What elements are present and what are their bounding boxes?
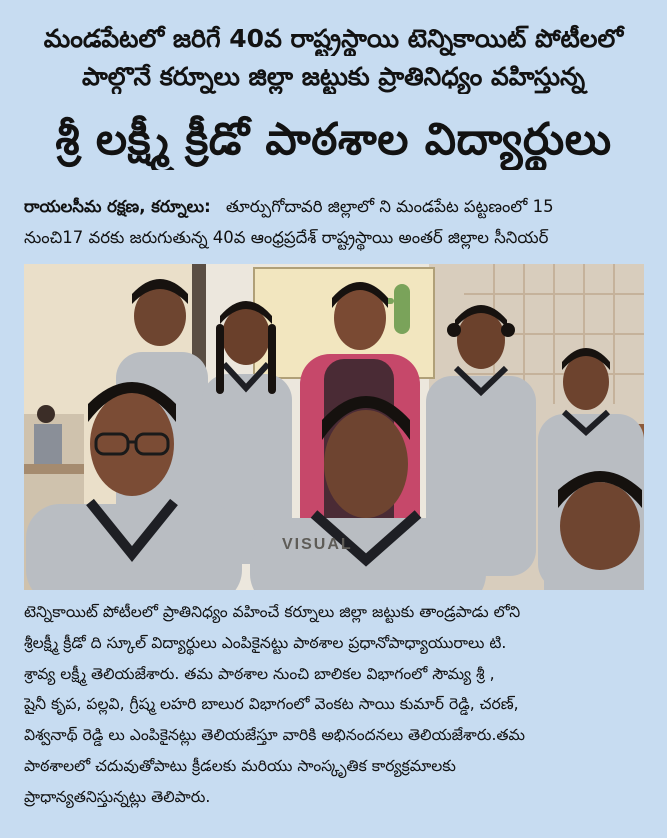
article-body xyxy=(24,597,648,813)
poster-board-text: VISUAL xyxy=(282,536,353,553)
body-line: విశ్వనాథ్ రెడ్డి లు ఎంపికైనట్లు తెలియజేస్తూ వారికి అభినందనలు తెలియజేశారు.తమ xyxy=(24,726,526,745)
headline-main: శ్రీ లక్ష్మీ క్రీడో పాఠశాల విద్యార్థులు xyxy=(55,114,612,165)
intro-line-2: నుంచి17 వరకు జరుగుతున్న 40వ ఆంధ్రప్రదేశ్ రాష్ట్రస్థాయి అంతర్ జిల్లాల సీనియర్ xyxy=(24,228,549,247)
body-line: శ్రీలక్ష్మీ క్రీడో ది స్కూల్ విద్యార్థులు ఎంపికైనట్టు పాఠశాల ప్రధానోపాధ్యాయురాలు టి. xyxy=(24,633,507,652)
headline-line-2: పాల్గొనే కర్నూలు జిల్లా జట్టుకు ప్రాతినిధ్యం వహిస్తున్న xyxy=(82,62,585,91)
intro-line-1 xyxy=(24,192,644,221)
team-photo xyxy=(24,264,644,590)
dateline: రాయలసీమ రక్షణ, కర్నూలు: xyxy=(24,197,211,216)
headline-line-1: మండపేటలో జరిగే 40వ రాష్ట్రస్థాయి టెన్నికాయిట్ పోటీలలో xyxy=(43,24,624,53)
body-line: షైనీ కృప, పల్లవి, గ్రీష్మ లహరి బాలుర విభాగంలో వెంకట సాయి కుమార్ రెడ్డి, చరణ్, xyxy=(24,695,519,714)
body-line: ప్రాధాన్యతనిస్తున్నట్లు తెలిపారు. xyxy=(24,787,211,806)
body-line: శ్రావ్య లక్ష్మీ తెలియజేశారు. తమ పాఠశాల నుంచి బాలికల విభాగంలో సౌమ్య శ్రీ , xyxy=(24,664,495,683)
body-line: పాఠశాలలో చదువుతోపాటు క్రీడలకు మరియు సాంస్కృతిక కార్యక్రమాలకు xyxy=(24,756,456,775)
body-line: టెన్నికాయిట్ పోటీలలో ప్రాతినిధ్యం వహించే కర్నూలు జిల్లా జట్టుకు తాండ్రపాడు లోని xyxy=(24,603,521,621)
intro-line-1-text: తూర్పుగోదావరి జిల్లాలో ని మండపేట పట్టణంలో 15 xyxy=(225,197,554,216)
